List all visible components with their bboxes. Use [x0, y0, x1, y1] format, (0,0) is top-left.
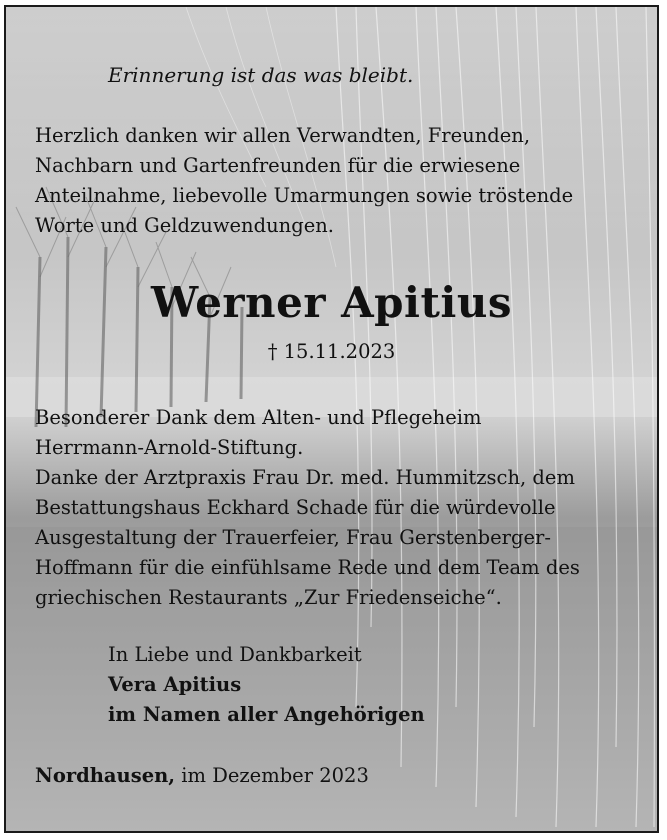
signatory-name: Vera Apitius — [108, 673, 242, 696]
thanks-line: griechischen Restaurants „Zur Friedenseiche“. — [35, 586, 502, 609]
place-name: Nordhausen, — [35, 764, 176, 787]
place-date-line — [35, 764, 369, 787]
thanks-line: Herrmann-Arnold-Stiftung. — [35, 436, 304, 459]
death-date: † 15.11.2023 — [267, 340, 396, 363]
obituary-card — [4, 5, 659, 833]
intro-line: Worte und Geldzuwendungen. — [35, 214, 334, 237]
closing-phrase: In Liebe und Dankbarkeit — [108, 643, 362, 666]
intro-line: Anteilnahme, liebevolle Umarmungen sowie tröstende — [35, 184, 574, 207]
thanks-line: Besonderer Dank dem Alten- und Pflegeheim — [35, 406, 482, 429]
signatory-note: im Namen aller Angehörigen — [108, 703, 425, 726]
date-text: im Dezember 2023 — [181, 764, 369, 787]
thanks-line: Ausgestaltung der Trauerfeier, Frau Gerstenberger- — [35, 526, 551, 549]
thanks-line: Hoffmann für die einfühlsame Rede und dem Team des — [35, 556, 580, 579]
thanks-line: Danke der Arztpraxis Frau Dr. med. Hummitzsch, dem — [35, 466, 575, 489]
intro-line: Nachbarn und Gartenfreunden für die erwiesene — [35, 154, 521, 177]
notice-text-layer — [6, 7, 657, 831]
motto: Erinnerung ist das was bleibt. — [108, 63, 414, 87]
thanks-line: Bestattungshaus Eckhard Schade für die würdevolle — [35, 496, 556, 519]
deceased-name: Werner Apitius — [150, 278, 513, 327]
intro-line: Herzlich danken wir allen Verwandten, Freunden, — [35, 124, 531, 147]
